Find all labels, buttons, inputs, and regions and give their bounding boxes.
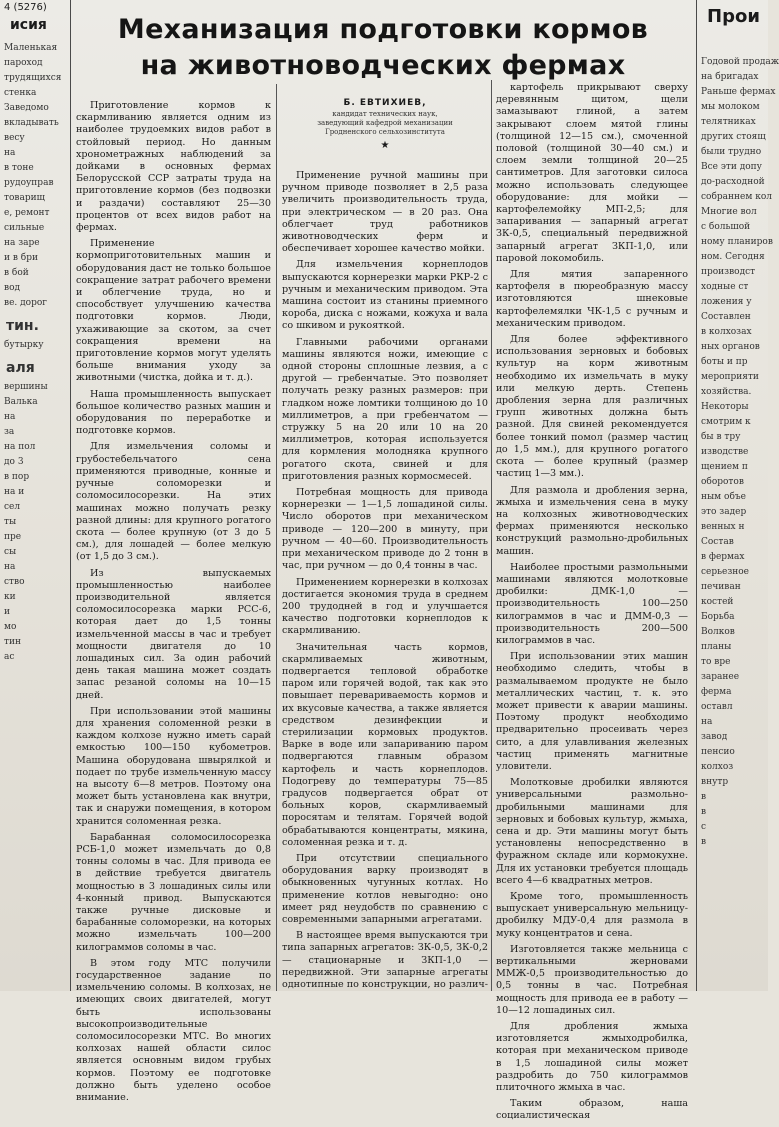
title-line-2: на животноводческих фермах xyxy=(140,50,626,81)
article-paragraph: Потребная мощность для привода корнерезки — 1—1,5 лошадиной силы. Число оборотов при механическом приводе — 120—200 в минуту, при ручном — 40—60. Производительность при механическом приводе до 2 тонн в час, при ручном — до 0,4 тонны в час. xyxy=(282,487,488,572)
text-line: ходные ст xyxy=(701,282,749,292)
article-paragraph: При использовании этой машины для хранения соломенной резки в каждом колхозе нужно иметь сарай емкостью 100—150 кубометров. Машина оборудована швырялкой и подает по трубе измельченную массу на высоту 6—8 метров. Поэтому она может быть установлена как внутри, так и снаружи помещения, в котором хранится соломенная резка. xyxy=(76,705,271,827)
article-paragraph: картофель прикрывают сверху деревянным щитом, щели замазывают глиной, а затем закрывают слоем мятой глины (толщиной 12—15 см.), смоченной половой (толщиной 30—40 см.) и слоем земли толщиной 20—25 сантиметров. Для заготовки силоса можно использовать следующее оборудование: для мойки — картофелемойку МП-2,5; для запаривания — запарный агрегат ЗК-0,5, специальный передвижной запарный агрегат ЗКП-1,0, или паровой локомобиль. xyxy=(496,82,688,264)
article-paragraph: В настоящее время выпускаются три типа запарных агрегатов: ЗК-0,5, ЗК-0,2 — стационарные и ЗКП-1,0 — передвижной. Эти запарные агрегаты однотипные по конструкции, но различ- xyxy=(282,930,488,990)
article-paragraph: Кроме того, промышленность выпускает универсальную мельницу-дробилку МДУ-0,4 для размола в муку концентратов и сена. xyxy=(496,891,688,939)
text-line: вершины xyxy=(4,382,48,392)
text-line: сел xyxy=(4,502,21,512)
text-line: бы в тру xyxy=(701,432,741,442)
text-line: других стоящ xyxy=(701,132,766,142)
text-line: мы молоком xyxy=(701,102,760,112)
text-line: серьезное xyxy=(701,567,750,577)
text-line: заранее xyxy=(701,672,740,682)
article-column-2 xyxy=(282,170,488,995)
text-line: в тоне xyxy=(4,163,34,173)
article-column-1 xyxy=(76,100,271,1108)
text-line: ство xyxy=(4,577,25,587)
text-line: венных н xyxy=(701,522,745,532)
text-line: производст xyxy=(701,267,756,277)
text-line: на xyxy=(701,717,713,727)
text-line: Раньше фермах xyxy=(701,87,776,97)
text-line: Некоторы xyxy=(701,402,749,412)
text-line: в пор xyxy=(4,472,30,482)
right-column-text xyxy=(697,35,779,850)
article-paragraph: При отсутствии специального оборудования варку производят в обыкновенных чугунных котлах. Но применение котлов невыгодно: оно имеет ряд неудобств по сравнению с современными запарными агрегатами. xyxy=(282,852,488,925)
title-line-1: Механизация подготовки кормов xyxy=(117,14,649,45)
text-line: сы xyxy=(4,547,17,557)
text-line: в xyxy=(701,792,707,802)
article-paragraph: Для измельчения соломы и грубостебельчатого сена применяются приводные, конные и ручные соломорезки и соломосилосорезки. На этих машинах можно получать резку разной длины: для крупного рогатого скота — более крупную (от 3 до 5 см.), для лошадей — более мелкую (от 1,5 до 3 см.). xyxy=(76,441,271,563)
text-line: Годовой продаж xyxy=(701,57,779,67)
text-line: пенсио xyxy=(701,747,735,757)
text-line: в колхозах xyxy=(701,327,752,337)
article-column-3 xyxy=(496,82,688,1127)
text-line: Составлен xyxy=(701,312,751,322)
text-line: рудоуправ xyxy=(4,178,54,188)
text-line: в xyxy=(701,837,707,847)
text-line: пре xyxy=(4,532,22,542)
text-line: были трудно xyxy=(701,147,762,157)
text-line: на бригадах xyxy=(701,72,759,82)
text-line: вод xyxy=(4,283,21,293)
column-rule xyxy=(491,80,492,991)
text-line: с большой xyxy=(701,222,751,232)
text-line: и xyxy=(4,607,10,617)
text-line: ных органов xyxy=(701,342,760,352)
article-paragraph: Таким образом, наша социалистическая xyxy=(496,1098,688,1122)
text-line: смотрим к xyxy=(701,417,751,427)
text-line: на xyxy=(4,412,16,422)
text-line: товарищ xyxy=(4,193,45,203)
text-line: костей xyxy=(701,597,734,607)
left-bold-fragment: тин. xyxy=(6,318,39,334)
text-line: ным объе xyxy=(701,492,746,502)
article-paragraph: Для размола и дробления зерна, жмыха и измельчения сена в муку на колхозных животноводческих фермах применяются несколько конструкций размольно-дробильных машин. xyxy=(496,484,688,557)
article-paragraph: Применение кормоприготовительных машин и оборудования даст не только большое сокращение затрат рабочего времени и облегчение труда, но и способствует улучшению качества подготовки кормов. Люди, ухаживающие за скотом, за счет сокращения времени на приготовление кормов могут уделять больше внимания уходу за животными (чистка, дойка и т. д.). xyxy=(76,238,271,384)
text-line: ве. дорог xyxy=(4,298,47,308)
text-line: пароход xyxy=(4,58,43,68)
text-line: на и xyxy=(4,487,25,497)
text-line: ас xyxy=(4,652,15,662)
star-icon: ★ xyxy=(380,140,390,151)
right-heading-fragment: Прои xyxy=(707,6,760,27)
text-line: е, ремонт xyxy=(4,208,50,218)
article-paragraph: Наиболее простыми размольными машинами являются молотковые дробилки: ДМК-1,0 — производительность 100—250 килограммов в час и ДММ-0,3 — производительность 200—500 килограммов в час. xyxy=(496,561,688,646)
left-heading-fragment: исия xyxy=(10,17,47,33)
text-line: Многие вол xyxy=(701,207,757,217)
text-line: до-расходной xyxy=(701,177,765,187)
text-line: оборотов xyxy=(701,477,744,487)
text-line: печиван xyxy=(701,582,741,592)
column-rule xyxy=(276,84,277,991)
text-line: изводстве xyxy=(701,447,749,457)
text-line: за xyxy=(4,427,15,437)
left-column-text xyxy=(0,41,70,665)
text-line: собраннем кол xyxy=(701,192,772,202)
page-number: 4 (5276) xyxy=(4,2,47,13)
text-line: это задер xyxy=(701,507,747,517)
text-line: на xyxy=(4,148,16,158)
text-line: ферма xyxy=(701,687,732,697)
text-line: хозяйства. xyxy=(701,387,752,397)
article-paragraph: Для более эффективного использования зерновых и бобовых культур на корм животным необходимо их измельчать в муку или мелкую дерть. Степень дробления зерна для различных групп животных должна быть разной. Для свиней рекомендуется более тонкий помол (размер частиц до 1,5 мм.), для крупного рогатого скота — более крупный (размер частиц 1—3 мм.). xyxy=(496,334,688,480)
article-paragraph: Приготовление кормов к скармливанию является одним из наиболее трудоемких видов работ в стойловый период. Но данным хронометражных наблюдений за дойками в основных фермах Белорусской ССР затраты труда на приготовление кормов (без подвозки и раздачи) составляют 25—30 процентов от всех видов работ на фермах. xyxy=(76,100,271,234)
text-line: щением п xyxy=(701,462,748,472)
article-paragraph: Для измельчения корнеплодов выпускаются корнерезки марки РКР-2 с ручным и механическим приводом. Эта машина состоит из станины приемного короба, диска с ножами, кожуха и вала со шкивом и рукояткой. xyxy=(282,259,488,332)
text-line: Борьба xyxy=(701,612,735,622)
text-line: телятниках xyxy=(701,117,756,127)
article-paragraph: Барабанная соломосилосорезка РСБ-1,0 может измельчать до 0,8 тонны соломы в час. Для привода ее в действие требуется двигатель мощностью в 3 лошадиных силы или 4-конный привод. Выпускаются также ручные дисковые и барабанные соломорезки, на которых можно измельчать 100—200 килограммов соломы в час. xyxy=(76,831,271,953)
text-line: завод xyxy=(701,732,728,742)
author-credentials xyxy=(282,110,488,137)
text-line: то вре xyxy=(701,657,731,667)
text-line: в бой xyxy=(4,268,29,278)
article-paragraph: Для мятия запаренного картофеля в пюреобразную массу изготовляются шнековые картофелемялки ЧК-1,5 с ручным и механическим приводом. xyxy=(496,269,688,329)
adjacent-column-left xyxy=(0,0,71,991)
text-line: на заре xyxy=(4,238,40,248)
author-block xyxy=(282,98,488,151)
text-line: оставл xyxy=(701,702,733,712)
text-line: ному планиров xyxy=(701,237,773,247)
text-line: до 3 xyxy=(4,457,24,467)
text-line: Валька xyxy=(4,397,38,407)
text-line: ты xyxy=(4,517,17,527)
author-title-line: заведующий кафедрой механизации xyxy=(317,119,453,127)
text-line: планы xyxy=(701,642,732,652)
adjacent-column-right xyxy=(696,0,779,991)
text-line: ки xyxy=(4,592,16,602)
text-line: ном. Сегодня xyxy=(701,252,765,262)
text-line: весу xyxy=(4,133,25,143)
text-line: боты и пр xyxy=(701,357,748,367)
text-line: бутырку xyxy=(4,340,44,350)
text-line: стенка xyxy=(4,88,37,98)
article-paragraph: Изготовляется также мельница с вертикальными жерновами ММЖ-0,5 производительностью до 0,5 тонны в час. Потребная мощность для привода ее в работу — 10—12 лошадиных сил. xyxy=(496,943,688,1016)
text-line: Заведомо xyxy=(4,103,49,113)
text-line: Состав xyxy=(701,537,734,547)
text-line: тин xyxy=(4,637,21,647)
article-paragraph: Значительная часть кормов, скармливаемых животным, подвергается тепловой обработке паром или горячей водой, так как это повышает перевариваемость кормов и их вкусовые качества, а также является средством дезинфекции и стерилизации кормовых продуктов. Варке в воде или запариванию паром подвергаются главным образом картофель и часть корнеплодов. Подогреву до температуры 75—85 градусов подвергается обрат от больных коров, скармливаемый поросятам и телятам. Горячей водой обрабатываются концентраты, мякина, соломенная резка и т. д. xyxy=(282,641,488,848)
main-article xyxy=(76,0,690,1122)
text-line: и в бри xyxy=(4,253,38,263)
text-line: сильные xyxy=(4,223,45,233)
text-line: внутр xyxy=(701,777,729,787)
text-line: мо xyxy=(4,622,17,632)
article-paragraph: Наша промышленность выпускает большое количество разных машин и оборудования по переработке и подготовке кормов. xyxy=(76,388,271,437)
text-line: колхоз xyxy=(701,762,734,772)
text-line: с xyxy=(701,822,707,832)
article-paragraph: При использовании этих машин необходимо следить, чтобы в размалываемом продукте не было металлических частиц, т. к. это может привести к аварии машины. Поэтому продукт необходимо предварительно просеивать через сито, а для улавливания железных частиц применять магнитные уловители. xyxy=(496,651,688,772)
text-line: в xyxy=(701,807,707,817)
text-line: вкладывать xyxy=(4,118,59,128)
author-name: Б. ЕВТИХИЕВ, xyxy=(343,98,427,108)
text-line: Все эти допу xyxy=(701,162,762,172)
article-paragraph: Молотковые дробилки являются универсальными размольно-дробильными машинами для зерновых и бобовых культур, жмыха, сена и др. Эти машины могут быть установлены непосредственно в фуражном складе или кормокухне. Для их установки требуется площадь всего 4—6 квадратных метров. xyxy=(496,777,688,886)
article-paragraph: Применением корнерезки в колхозах достигается экономия труда в среднем 200 трудодней в год и улучшается качество подготовки корнеплодов к скармливанию. xyxy=(282,576,488,637)
article-paragraph: В этом году МТС получили государственное задание по измельчению соломы. В колхозах, не имеющих своих двигателей, могут быть использованы высокопроизводительные соломосилосорезки МТС. Во многих колхозах нашей области силос является основным видом грубых кормов. Поэтому ее подготовке должно быть уделено особое внимание. xyxy=(76,957,271,1104)
left-bold-fragment: аля xyxy=(6,360,35,376)
article-paragraph: Главными рабочими органами машины являются ножи, имеющие с одной стороны сплошные лезвия, а с другой — гребенчатые. Это позволяет получать резку разных размеров: при гладком ноже ломтики толщиною до 10 миллиметров, а при гребенчатом — стружку 5 на 20 или 10 на 20 миллиметров, которая используется для кормления молодняка крупного рогатого скота, свиней и для приготовления разных кормосмесей. xyxy=(282,336,488,482)
article-paragraph: Из выпускаемых промышленностью наиболее производительной является соломосилосорезка марки РСС-6, которая дает до 1,5 тонны измельченной массы в час и требует мощности двигателя до 10 лошадиных сил. За один рабочий день такая машина может создать запас резаной соломы на 10—15 дней. xyxy=(76,567,271,701)
text-line: Волков xyxy=(701,627,735,637)
author-title-line: кандидат технических наук, xyxy=(332,110,438,118)
text-line: в фермах xyxy=(701,552,745,562)
article-paragraph: Для дробления жмыха изготовляется жмыходробилка, которая при механическом приводе в 1,5 лошадиной силы может раздробить до 750 килограммов плиточного жмыха в час. xyxy=(496,1021,688,1094)
article-title xyxy=(76,12,690,84)
article-paragraph: Применение ручной машины при ручном приводе позволяет в 2,5 раза увеличить производительность труда, при электрическом — в 20 раз. Она облегчает труд работников животноводческих ферм и обеспечивает хорошее качество мойки. xyxy=(282,170,488,255)
text-line: ложения у xyxy=(701,297,752,307)
text-line: мероприяти xyxy=(701,372,759,382)
text-line: трудящихся xyxy=(4,73,62,83)
text-line: на xyxy=(4,562,16,572)
text-line: на пол xyxy=(4,442,36,452)
text-line: Маленькая xyxy=(4,43,58,53)
author-title-line: Гродненского сельхозинститута xyxy=(325,128,445,136)
